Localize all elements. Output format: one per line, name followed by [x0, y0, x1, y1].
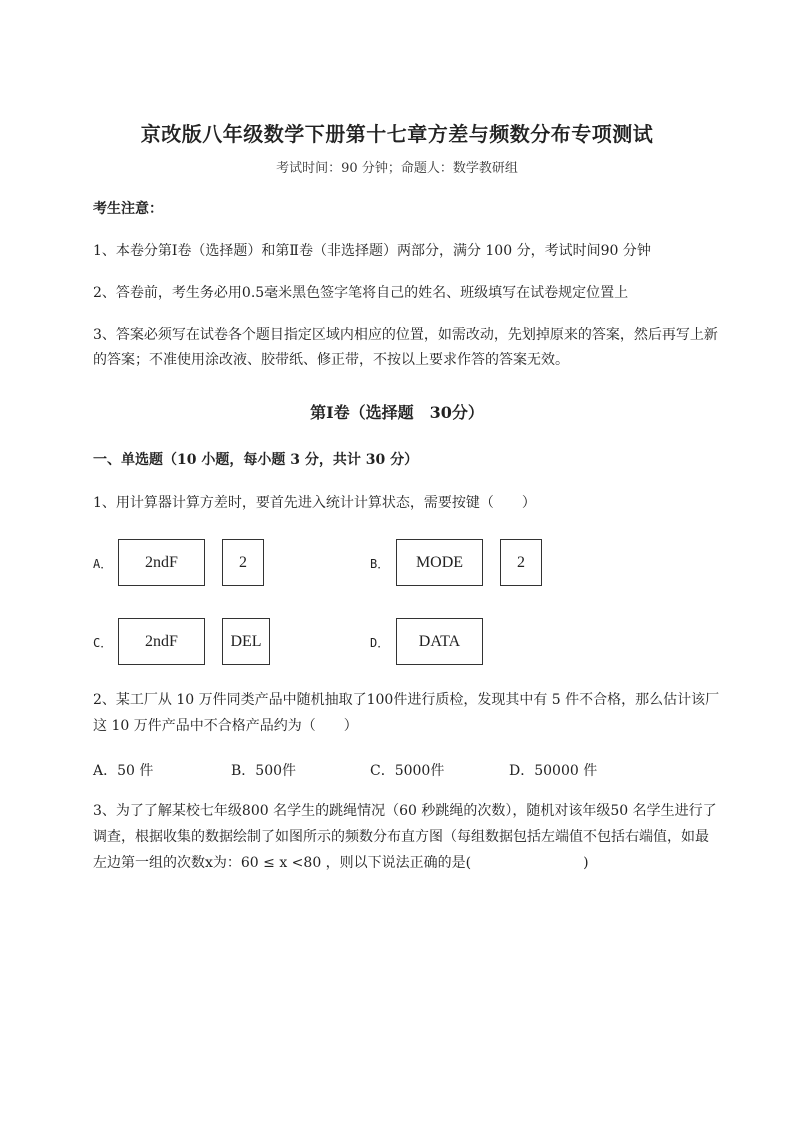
key-del: DEL [222, 618, 270, 665]
page-title: 京改版八年级数学下册第十七章方差与频数分布专项测试 [140, 122, 654, 146]
question-2-choice-a: A．50 件 [93, 763, 154, 779]
question-2-choice-b: B．500件 [231, 763, 297, 779]
question-3-line-1: 3、为了了解某校七年级800 名学生的跳绳情况（60 秒跳绳的次数），随机对该年级50 名学生进行了 [93, 803, 717, 819]
question-1-stem: 1、用计算器计算方差时，要首先进入统计计算状态，需要按键（ ） [93, 495, 536, 511]
part-heading: 一、单选题（10 小题，每小题 3 分，共计 30 分） [93, 452, 419, 468]
question-3-line-2: 调查，根据收集的数据绘制了如图所示的频数分布直方图（每组数据包括左端值不包括右端值，如最 [93, 829, 709, 845]
notice-item-3-line-2: 的答案；不准使用涂改液、胶带纸、修正带，不按以上要求作答的答案无效。 [93, 352, 569, 368]
key-2ndf: 2ndF [118, 539, 205, 586]
key-data: DATA [396, 618, 483, 665]
notice-item-2: 2、答卷前，考生务必用0.5毫米黑色签字笔将自己的姓名、班级填写在试卷规定位置上 [93, 285, 629, 301]
question-3-line-3: 左边第一组的次数x为：60 ≤ x <80 ，则以下说法正确的是( ) [93, 855, 589, 871]
question-2-stem-line-1: 2、某工厂从 10 万件同类产品中随机抽取了100件进行质检，发现其中有 5 件不合格，那么估计该厂 [93, 692, 720, 708]
option-b-label: B． [370, 557, 390, 571]
notice-item-3-line-1: 3、答案必须写在试卷各个题目指定区域内相应的位置，如需改动，先划掉原来的答案，然后再写上新 [93, 327, 718, 343]
option-c-label: C． [93, 636, 113, 650]
question-2-choice-c: C．5000件 [370, 763, 445, 779]
question-2-stem-line-2: 这 10 万件产品中不合格产品约为（ ） [93, 718, 358, 734]
key-mode: MODE [396, 539, 483, 586]
key-2: 2 [222, 539, 264, 586]
option-a-label: A． [93, 557, 113, 571]
notice-item-1: 1、本卷分第Ⅰ卷（选择题）和第Ⅱ卷（非选择题）两部分，满分 100 分，考试时间90 分钟 [93, 243, 651, 259]
key-2ndf: 2ndF [118, 618, 205, 665]
question-2-choice-d: D．50000 件 [509, 763, 598, 779]
section-title: 第Ⅰ卷（选择题 30分） [310, 403, 484, 422]
option-d-label: D． [370, 636, 390, 650]
key-2: 2 [500, 539, 542, 586]
exam-info: 考试时间：90 分钟；命题人：数学教研组 [276, 161, 518, 176]
notice-heading: 考生注意： [93, 201, 163, 217]
